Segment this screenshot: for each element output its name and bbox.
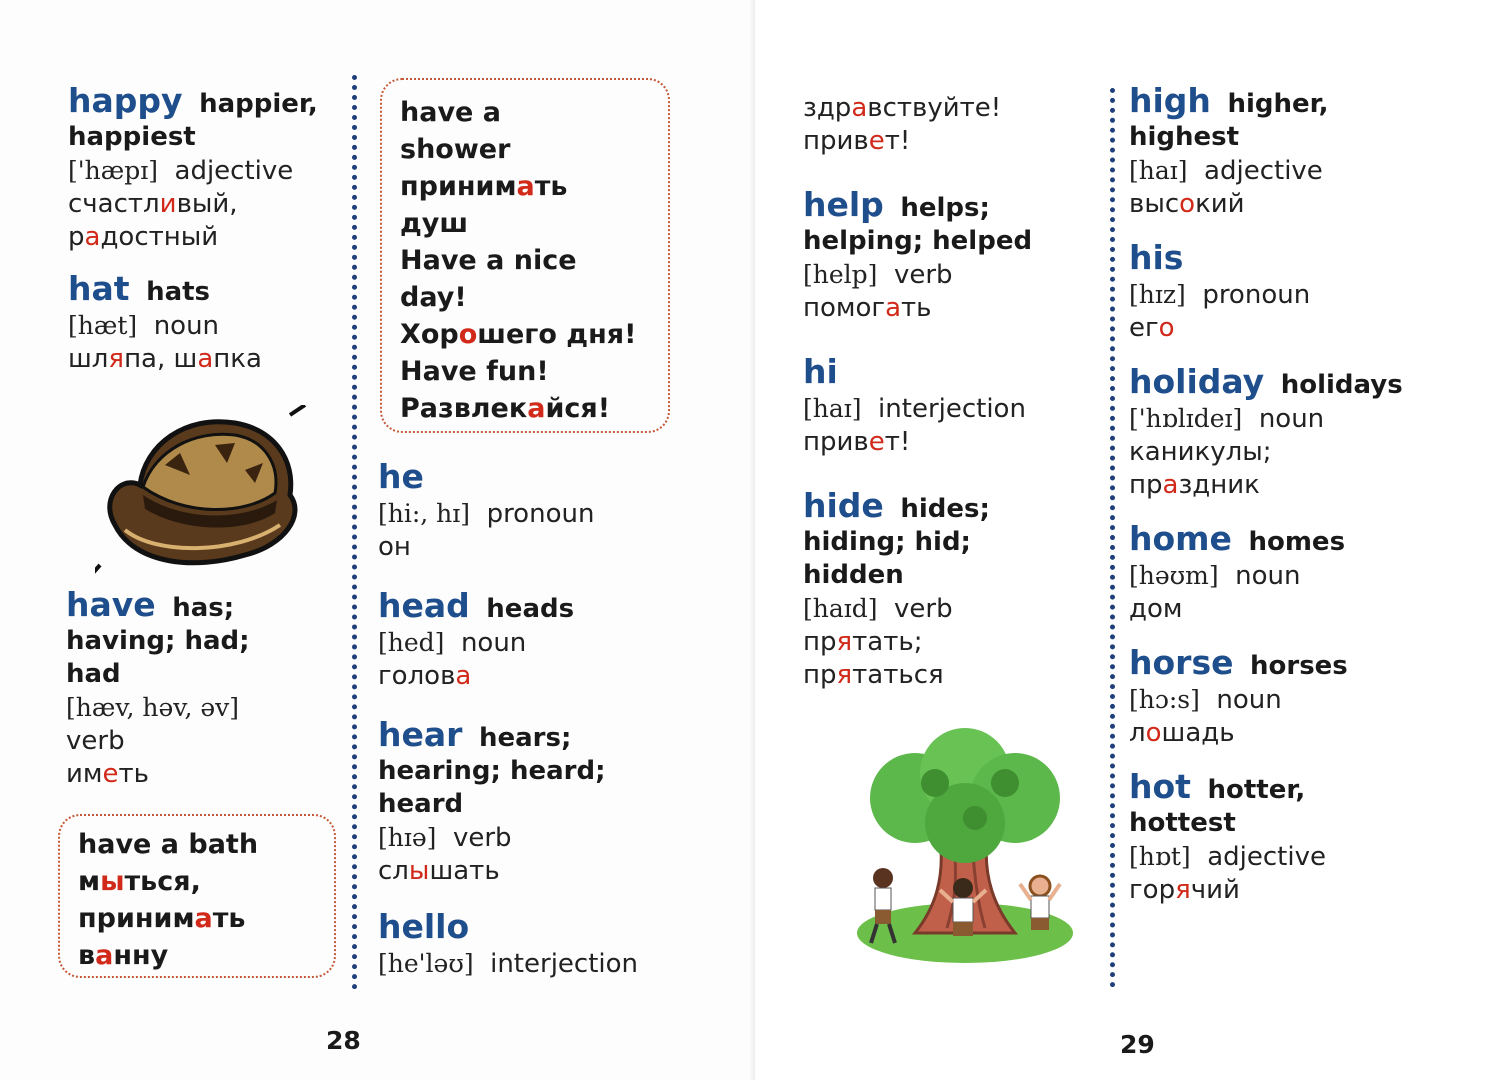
part-of-speech: pronoun: [1202, 280, 1311, 310]
entry-happy: [68, 81, 338, 254]
word-forms: holidays: [1280, 370, 1403, 400]
part-of-speech: verb: [66, 726, 125, 756]
phrase: shower: [400, 134, 511, 165]
headword: horse: [1129, 643, 1234, 682]
word-forms: hearing; heard;: [378, 756, 606, 786]
translation: голова: [378, 661, 472, 691]
page-number: 29: [1120, 1030, 1155, 1059]
translation: каникулы;: [1129, 437, 1272, 467]
transcription: [hɪə]: [378, 823, 437, 852]
word-forms: hides;: [900, 494, 990, 524]
transcription: [haɪd]: [803, 594, 878, 623]
transcription: [hæt]: [68, 311, 138, 340]
entry-hear: [378, 715, 678, 888]
entry-high: [1129, 81, 1499, 221]
phrase: Have a nice: [400, 245, 577, 276]
transcription: ['hɒlɪdeɪ]: [1129, 404, 1243, 433]
headword: hide: [803, 486, 884, 525]
translation: иметь: [66, 759, 149, 789]
entry-have: [66, 585, 336, 791]
translation: здравствуйте!: [803, 93, 1002, 123]
headword: his: [1129, 238, 1184, 277]
left-column-1: [68, 81, 338, 376]
phrase-translation: мыться,: [78, 866, 201, 897]
phrase-translation: принимать: [400, 171, 568, 202]
entry-hat: [68, 269, 338, 376]
word-forms: having; had;: [66, 626, 250, 656]
headword: holiday: [1129, 362, 1265, 401]
headword: hear: [378, 715, 463, 754]
phrase-translation: ванну: [78, 940, 169, 971]
hat-illustration: [95, 405, 310, 575]
translation: лошадь: [1129, 718, 1235, 748]
word-forms: hears;: [478, 723, 572, 753]
phrase: have a bath: [78, 829, 259, 860]
word-forms: happiest: [68, 122, 196, 152]
word-forms: heads: [486, 594, 575, 624]
left-column-1-lower: [66, 585, 336, 791]
entry-hot: [1129, 767, 1499, 907]
part-of-speech: adjective: [174, 156, 294, 186]
word-forms: hiding; hid;: [803, 527, 971, 557]
word-forms: highest: [1129, 122, 1240, 152]
callout-have-a-bath: [58, 814, 336, 978]
part-of-speech: verb: [452, 823, 512, 853]
entry-hide: [803, 486, 1103, 692]
word-forms: has;: [172, 593, 235, 623]
part-of-speech: interjection: [490, 949, 639, 979]
headword: hello: [378, 907, 470, 946]
word-forms: horses: [1250, 651, 1348, 681]
part-of-speech: noun: [460, 628, 527, 658]
translation: шляпа, шапка: [68, 344, 262, 374]
transcription: [hæv, həv, əv]: [66, 693, 240, 722]
headword: have: [66, 585, 156, 624]
entry-he: [378, 457, 678, 564]
translation: счастливый,: [68, 189, 238, 219]
entry-help: [803, 185, 1103, 325]
translation: высокий: [1129, 189, 1245, 219]
transcription: ['hæpɪ]: [68, 156, 158, 185]
phrase: day!: [400, 282, 467, 313]
part-of-speech: interjection: [878, 394, 1026, 424]
phrase-translation: принимать: [78, 903, 246, 934]
transcription: [hɪz]: [1129, 280, 1186, 309]
part-of-speech: noun: [1258, 404, 1325, 434]
word-forms: hats: [146, 277, 211, 307]
phrase: have a: [400, 97, 501, 128]
word-forms: heard: [378, 789, 464, 819]
translation: дом: [1129, 594, 1183, 624]
phrase: Have fun!: [400, 356, 549, 387]
entry-his: [1129, 238, 1499, 345]
transcription: [hɒt]: [1129, 842, 1191, 871]
phrase-translation: душ: [400, 208, 469, 239]
translation: он: [378, 532, 411, 562]
translation: привет!: [803, 126, 911, 156]
headword: hat: [68, 269, 130, 308]
entry-hello-continued: [803, 92, 1103, 158]
headword: he: [378, 457, 424, 496]
transcription: [hed]: [378, 628, 445, 657]
word-forms: hotter,: [1207, 775, 1306, 805]
transcription: [he'ləʊ]: [378, 949, 474, 978]
word-forms: homes: [1248, 527, 1346, 557]
column-divider: [352, 75, 357, 990]
part-of-speech: adjective: [1207, 842, 1326, 872]
entry-horse: [1129, 643, 1499, 750]
word-forms: hottest: [1129, 808, 1236, 838]
right-column-2: [1129, 81, 1499, 907]
entry-home: [1129, 519, 1499, 626]
translation: помогать: [803, 293, 932, 323]
word-forms: hidden: [803, 560, 904, 590]
part-of-speech: adjective: [1204, 156, 1323, 186]
tree-with-children-illustration: [855, 728, 1075, 968]
part-of-speech: noun: [153, 311, 220, 341]
translation: привет!: [803, 427, 911, 457]
headword: high: [1129, 81, 1211, 120]
headword: help: [803, 185, 884, 224]
translation: слышать: [378, 856, 500, 886]
entry-holiday: [1129, 362, 1499, 502]
headword: hot: [1129, 767, 1191, 806]
translation: его: [1129, 313, 1175, 343]
translation: прятать;: [803, 627, 923, 657]
headword: hi: [803, 352, 838, 391]
headword: home: [1129, 519, 1232, 558]
right-page: [755, 0, 1510, 1080]
right-column-1: [803, 92, 1103, 692]
column-divider: [1110, 88, 1115, 988]
word-forms: higher,: [1227, 89, 1329, 119]
phrase-translation: Развлекайся!: [400, 393, 611, 424]
transcription: [help]: [803, 260, 878, 289]
part-of-speech: verb: [894, 594, 953, 624]
part-of-speech: verb: [893, 260, 953, 290]
part-of-speech: noun: [1235, 561, 1301, 591]
translation: горячий: [1129, 875, 1240, 905]
word-forms: helps;: [900, 193, 990, 223]
word-forms: happier,: [199, 89, 318, 119]
translation: прятаться: [803, 660, 944, 690]
transcription: [haɪ]: [1129, 156, 1188, 185]
part-of-speech: pronoun: [486, 499, 595, 529]
entry-head: [378, 586, 678, 693]
left-column-2: [378, 457, 678, 981]
transcription: [həʊm]: [1129, 561, 1219, 590]
phrase-translation: Хорошего дня!: [400, 319, 637, 350]
headword: head: [378, 586, 470, 625]
entry-hello: [378, 907, 678, 981]
entry-hi: [803, 352, 1103, 459]
callout-have-a-shower: [380, 78, 670, 433]
translation: радостный: [68, 222, 219, 252]
translation: праздник: [1129, 470, 1260, 500]
transcription: [haɪ]: [803, 394, 862, 423]
headword: happy: [68, 81, 183, 120]
word-forms: had: [66, 659, 121, 689]
page-number: 28: [326, 1026, 361, 1055]
transcription: [hi:, hɪ]: [378, 499, 471, 528]
transcription: [hɔ:s]: [1129, 685, 1200, 714]
word-forms: helping; helped: [803, 226, 1033, 256]
part-of-speech: noun: [1216, 685, 1282, 715]
